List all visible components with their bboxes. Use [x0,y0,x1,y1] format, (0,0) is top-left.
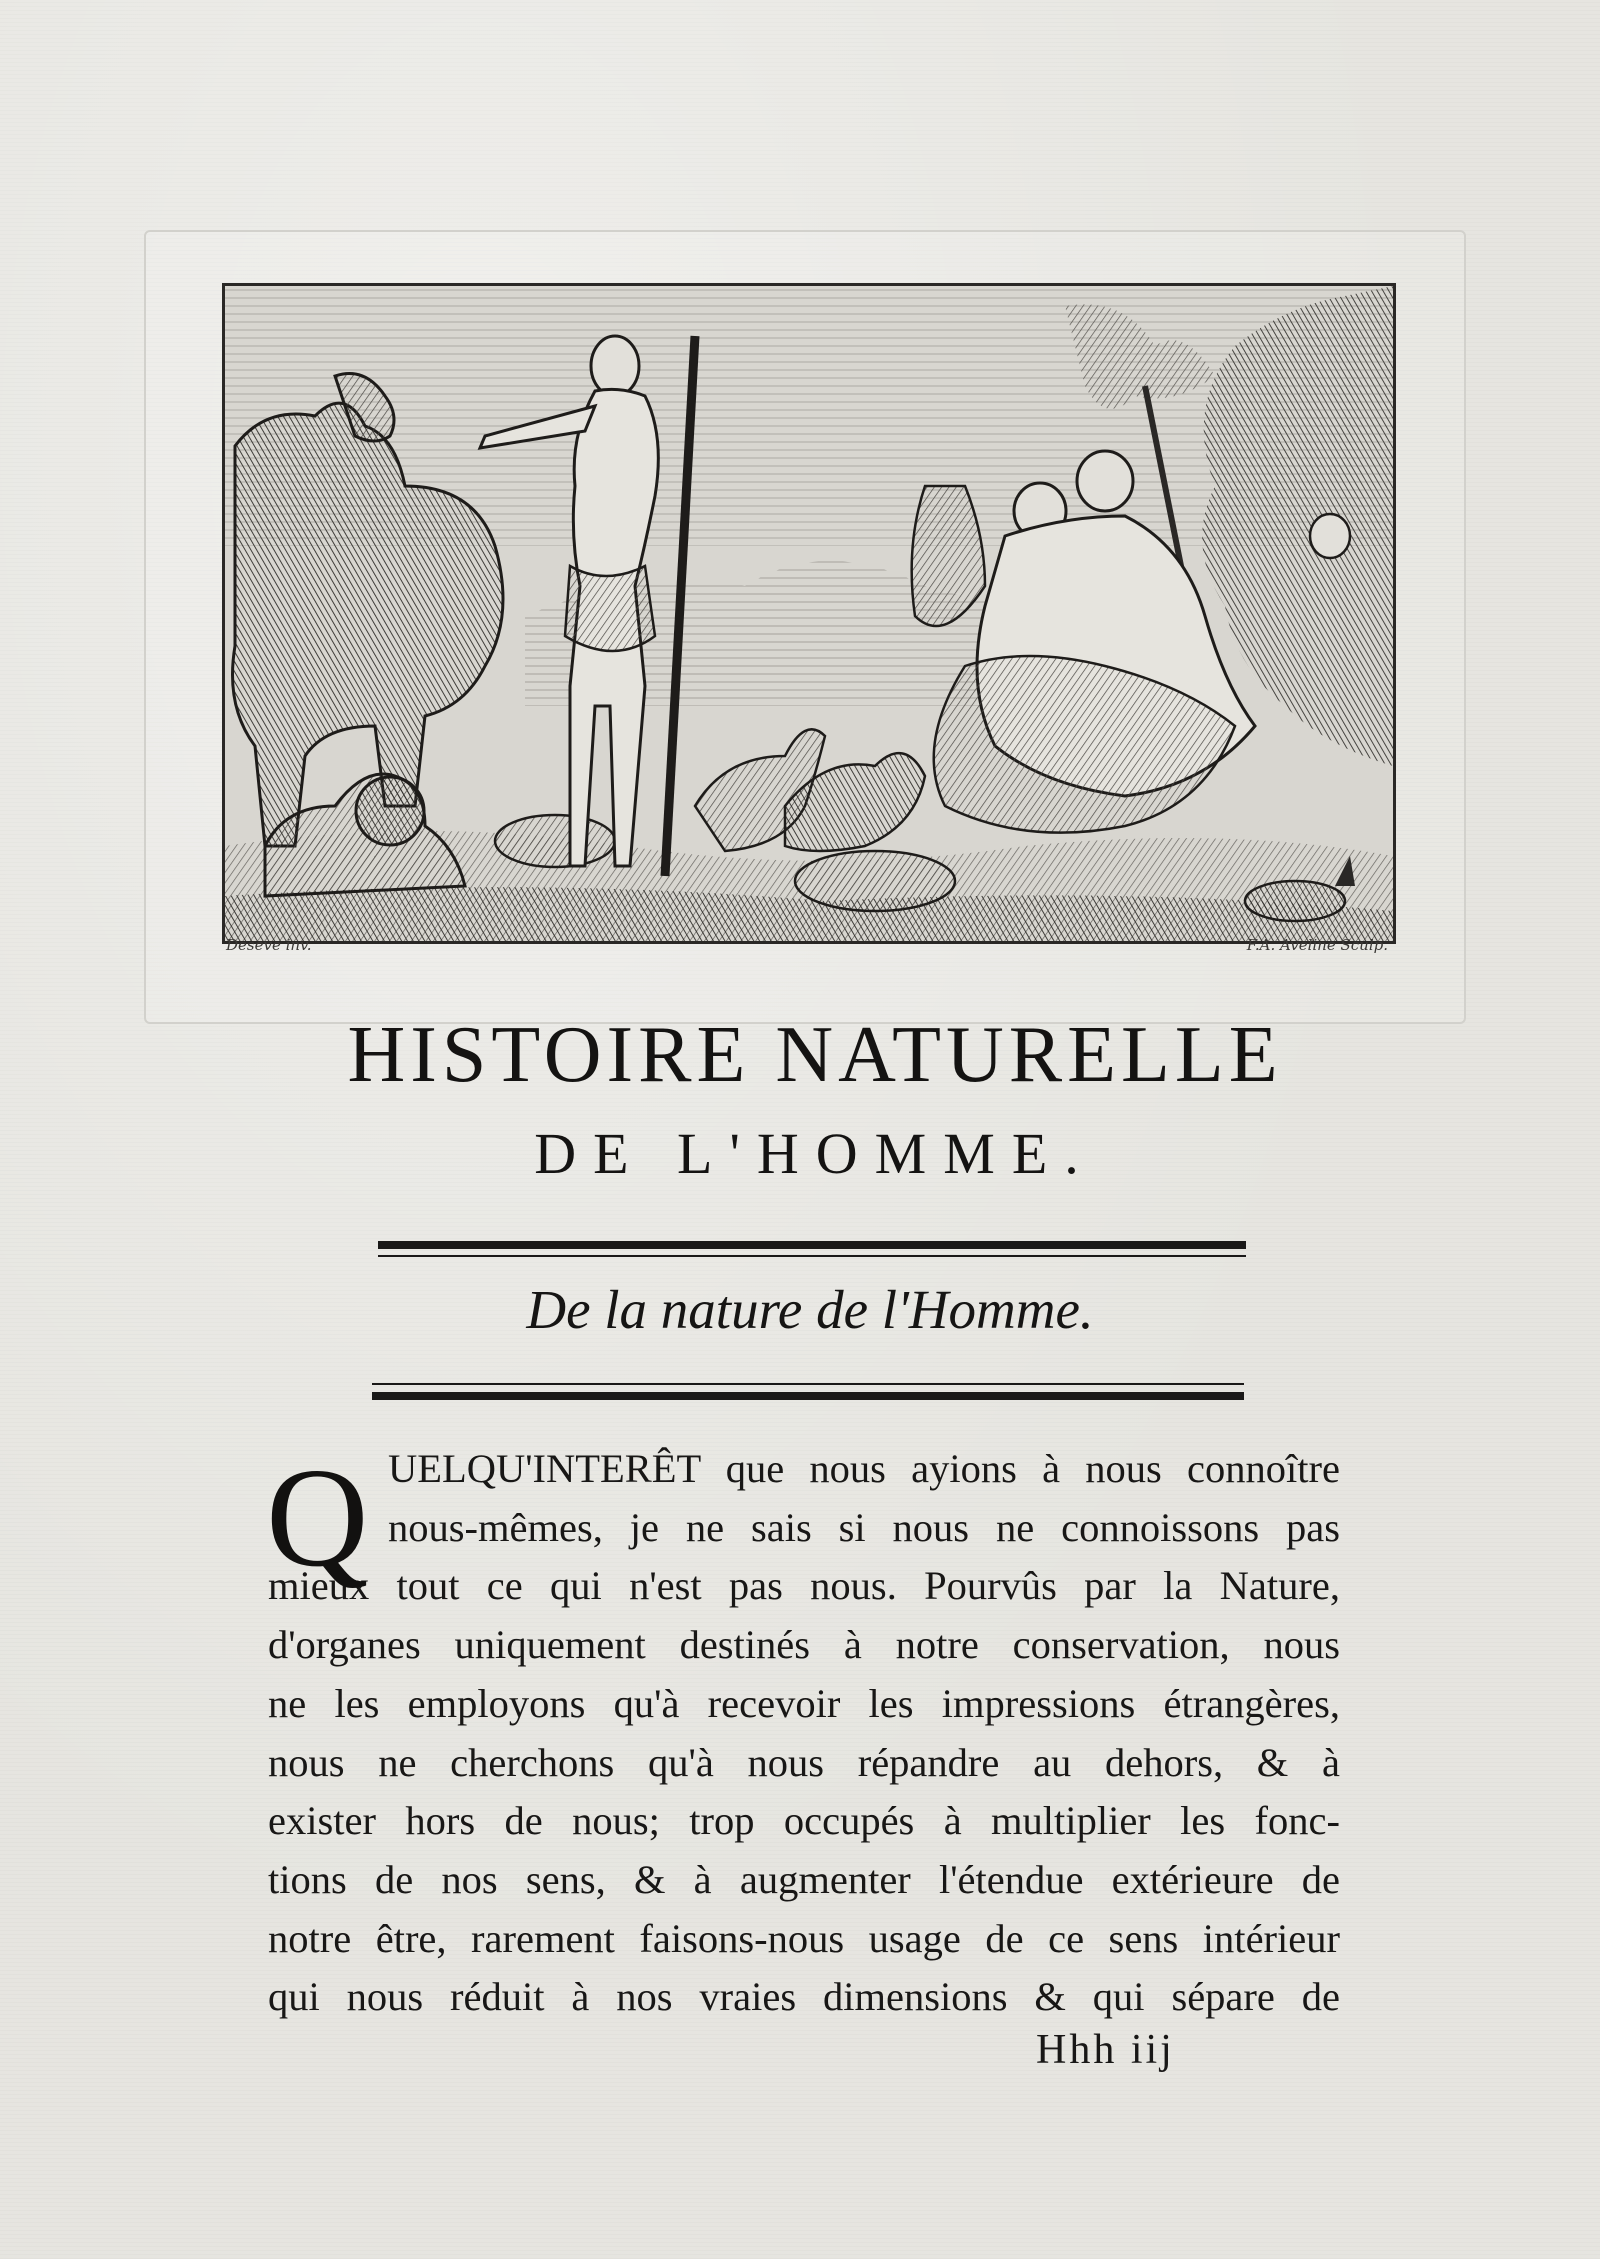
text-line: qui nous réduit à nos vraies dimensions & qui sépare de [268,1974,1340,2020]
engraving-credit-engraver: F.A. Aveline Sculp. [1246,936,1388,954]
book-subtitle: DE L'HOMME. [534,1121,1096,1186]
text-line: exister hors de nous; trop occupés à multiplier les fonc- [268,1798,1340,1844]
engraving-credit-designer: Deseve inv. [226,936,312,954]
text-line: ne les employons qu'à recevoir les impressions étrangères, [268,1680,1340,1726]
signature-mark: Hhh iij [1036,2027,1175,2073]
rule-top-thin [378,1255,1246,1257]
frontispiece-engraving [222,283,1396,944]
book-title: HISTOIRE NATURELLE [347,1011,1283,1099]
text-line: notre être, rarement faisons-nous usage de ce sens intérieur [268,1915,1340,1961]
body-paragraph [268,1440,1340,2027]
text-line: tions de nos sens, & à augmenter l'étendue extérieure de [268,1856,1340,1902]
rule-bottom-thin [372,1383,1244,1385]
chapter-title: De la nature de l'Homme. [526,1279,1094,1340]
text-line: nous-mêmes, je ne sais si nous ne connoissons pas [388,1504,1340,1550]
rule-top-thick [378,1241,1246,1249]
text-line: UELQU'INTERÊT que nous ayions à nous connoître [388,1446,1340,1491]
text-line: d'organes uniquement destinés à notre conservation, nous [268,1622,1340,1668]
rule-bottom-thick [372,1392,1244,1400]
text-line: nous ne cherchons qu'à nous répandre au dehors, & à [268,1739,1340,1785]
text-line: mieux tout ce qui n'est pas nous. Pourvûs par la Nature, [268,1563,1340,1609]
drop-cap: Q [266,1438,369,1596]
